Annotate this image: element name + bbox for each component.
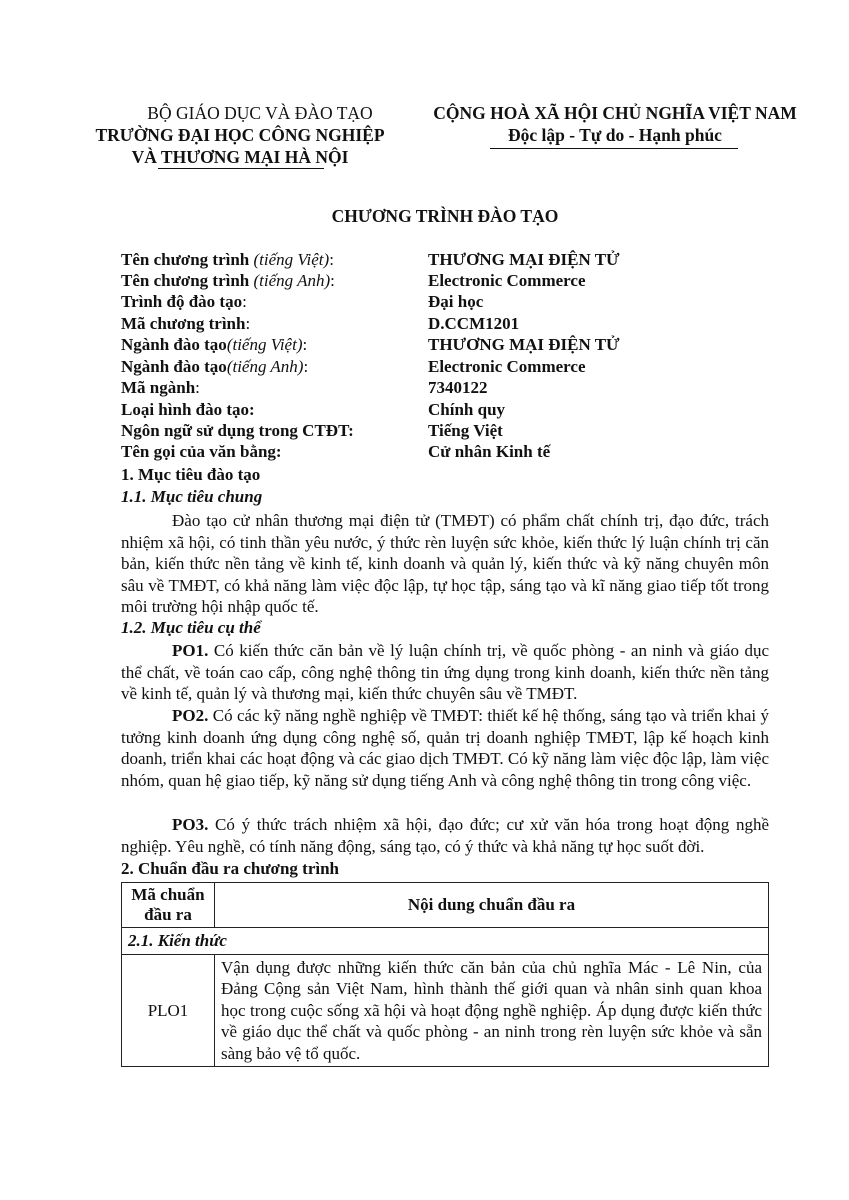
info-row: [121, 291, 761, 312]
info-label: Mã ngành: [121, 378, 196, 397]
info-suffix: :: [195, 378, 200, 397]
info-label: Trình độ đào tạo: [121, 292, 243, 311]
info-label: Tên gọi của văn bằng:: [121, 442, 282, 461]
section2-heading: 2. Chuẩn đầu ra chương trình: [121, 859, 340, 878]
po-code: PO2.: [172, 706, 209, 725]
info-value: D.CCM1201: [428, 314, 520, 333]
info-row: [121, 270, 761, 291]
info-value: Đại học: [428, 292, 484, 311]
info-label: Mã chương trình: [121, 314, 246, 333]
info-suffix: :: [242, 292, 247, 311]
po2-paragraph: [121, 705, 769, 791]
info-label: Ngôn ngữ sử dụng trong CTĐT:: [121, 421, 354, 440]
doc-title: CHƯƠNG TRÌNH ĐÀO TẠO: [331, 206, 559, 226]
info-label: Ngành đào tạo: [121, 357, 227, 376]
info-value: THƯƠNG MẠI ĐIỆN TỬ: [428, 335, 620, 354]
po3-paragraph: [121, 814, 769, 857]
po-text: Có các kỹ năng nghề nghiệp về TMĐT: thiết kế hệ thống, sáng tạo và triển khai ý tưởng kinh doanh ứng dụng công nghệ số, quản trị doanh nghiệp TMĐT, lập kế hoạch kinh doanh, triển khai các hoạt động và các giao dịch TMĐT. Có kỹ năng làm việc độc lập, làm việc nhóm, quan hệ giao tiếp, kỹ năng sử dụng tiếng Anh và công nghệ thông tin trong công việc.: [121, 706, 769, 790]
po-text: Có ý thức trách nhiệm xã hội, đạo đức; cư xử văn hóa trong hoạt động nghề nghiệp. Yêu nghề, có tính năng động, sáng tạo, có ý thức và khả năng tự học suốt đời.: [121, 815, 769, 856]
info-row: [121, 249, 761, 270]
info-label-note: (tiếng Việt): [226, 335, 303, 354]
header-motto: Độc lập - Tự do - Hạnh phúc: [508, 125, 722, 145]
header-ministry: BỘ GIÁO DỤC VÀ ĐÀO TẠO: [147, 103, 373, 123]
info-row: [121, 313, 761, 334]
info-label-note: (tiếng Anh): [253, 271, 331, 290]
header-right-underline: [490, 148, 738, 149]
po-text: Có kiến thức căn bản về lý luận chính trị, về quốc phòng - an ninh và giáo dục thể chất, về toán cao cấp, công nghệ thông tin ứng dụng trong kinh doanh, kiến thức nền tảng về kinh tế, quản lý và thương mại, kiến thức chuyên sâu về TMĐT.: [121, 641, 769, 703]
col-header-content: Nội dung chuẩn đầu ra: [215, 883, 769, 928]
col-header-code: Mã chuẩn đầu ra: [122, 883, 215, 928]
info-row: [121, 399, 761, 420]
info-value: Electronic Commerce: [428, 357, 586, 376]
info-row: [121, 420, 761, 441]
info-value: THƯƠNG MẠI ĐIỆN TỬ: [428, 250, 620, 269]
info-value: Chính quy: [428, 400, 506, 419]
info-row: [121, 377, 761, 398]
general-objective: [121, 510, 769, 618]
info-value: Tiếng Việt: [428, 421, 503, 440]
info-value: 7340122: [428, 378, 488, 397]
section1-2-heading: 1.2. Mục tiêu cụ thể: [121, 618, 261, 637]
plo-table: [121, 882, 769, 1067]
info-label-note: (tiếng Việt): [253, 250, 330, 269]
info-label: Loại hình đào tạo:: [121, 400, 255, 419]
table-row: [122, 954, 769, 1067]
info-label-note: (tiếng Anh): [226, 357, 304, 376]
info-suffix: :: [302, 335, 308, 354]
po-code: PO1.: [172, 641, 209, 660]
plo-content: Vận dụng được những kiến thức căn bản của chủ nghĩa Mác - Lê Nin, của Đảng Cộng sản Việt Nam, hình thành thế giới quan và nhân sinh quan khoa học trong cuộc sống xã hội và hoạt động nghề nghiệp. Áp dụng được kiến thức về giáo dục thể chất và quốc phòng - an ninh trong rèn luyện sức khỏe và sẵn sàng bảo vệ tổ quốc.: [215, 954, 769, 1067]
group-label: 2.1. Kiến thức: [122, 928, 769, 955]
header-university-line2: VÀ THƯƠNG MẠI HÀ NỘI: [131, 147, 349, 167]
info-value: Cử nhân Kinh tế: [428, 442, 551, 461]
info-label: Tên chương trình: [121, 250, 250, 269]
info-suffix: :: [303, 357, 309, 376]
info-suffix: :: [329, 250, 334, 269]
table-header-row: [122, 883, 769, 928]
header-left-underline: [158, 168, 324, 169]
po1-paragraph: [121, 640, 769, 705]
header-country: CỘNG HOÀ XÃ HỘI CHỦ NGHĨA VIỆT NAM: [433, 103, 797, 123]
info-row: [121, 441, 761, 462]
info-row: [121, 356, 761, 377]
po-code: PO3.: [172, 815, 209, 834]
info-suffix: :: [245, 314, 251, 333]
table-group-row: [122, 928, 769, 955]
info-label: Ngành đào tạo: [121, 335, 227, 354]
info-row: [121, 334, 761, 355]
info-label: Tên chương trình: [121, 271, 250, 290]
plo-code: PLO1: [122, 954, 215, 1067]
section1-heading: 1. Mục tiêu đào tạo: [121, 465, 261, 484]
info-value: Electronic Commerce: [428, 271, 586, 290]
section1-1-heading: 1.1. Mục tiêu chung: [121, 487, 263, 506]
general-objective-text: Đào tạo cử nhân thương mại điện tử (TMĐT) có phẩm chất chính trị, đạo đức, trách nhiệm xã hội, có tinh thần yêu nước, ý thức rèn luyện sức khỏe, kiến thức lý luận chính trị căn bản, kiến thức nền tảng về kinh tế, kinh doanh và quản lý, kiến thức và kỹ năng chuyên môn sâu về TMĐT, có khả năng làm việc độc lập, tự học tập, sáng tạo và kĩ năng giao tiếp tốt trong môi trường hội nhập quốc tế.: [121, 511, 769, 616]
info-suffix: :: [330, 271, 335, 290]
header-university-line1: TRƯỜNG ĐẠI HỌC CÔNG NGHIỆP: [95, 125, 385, 145]
